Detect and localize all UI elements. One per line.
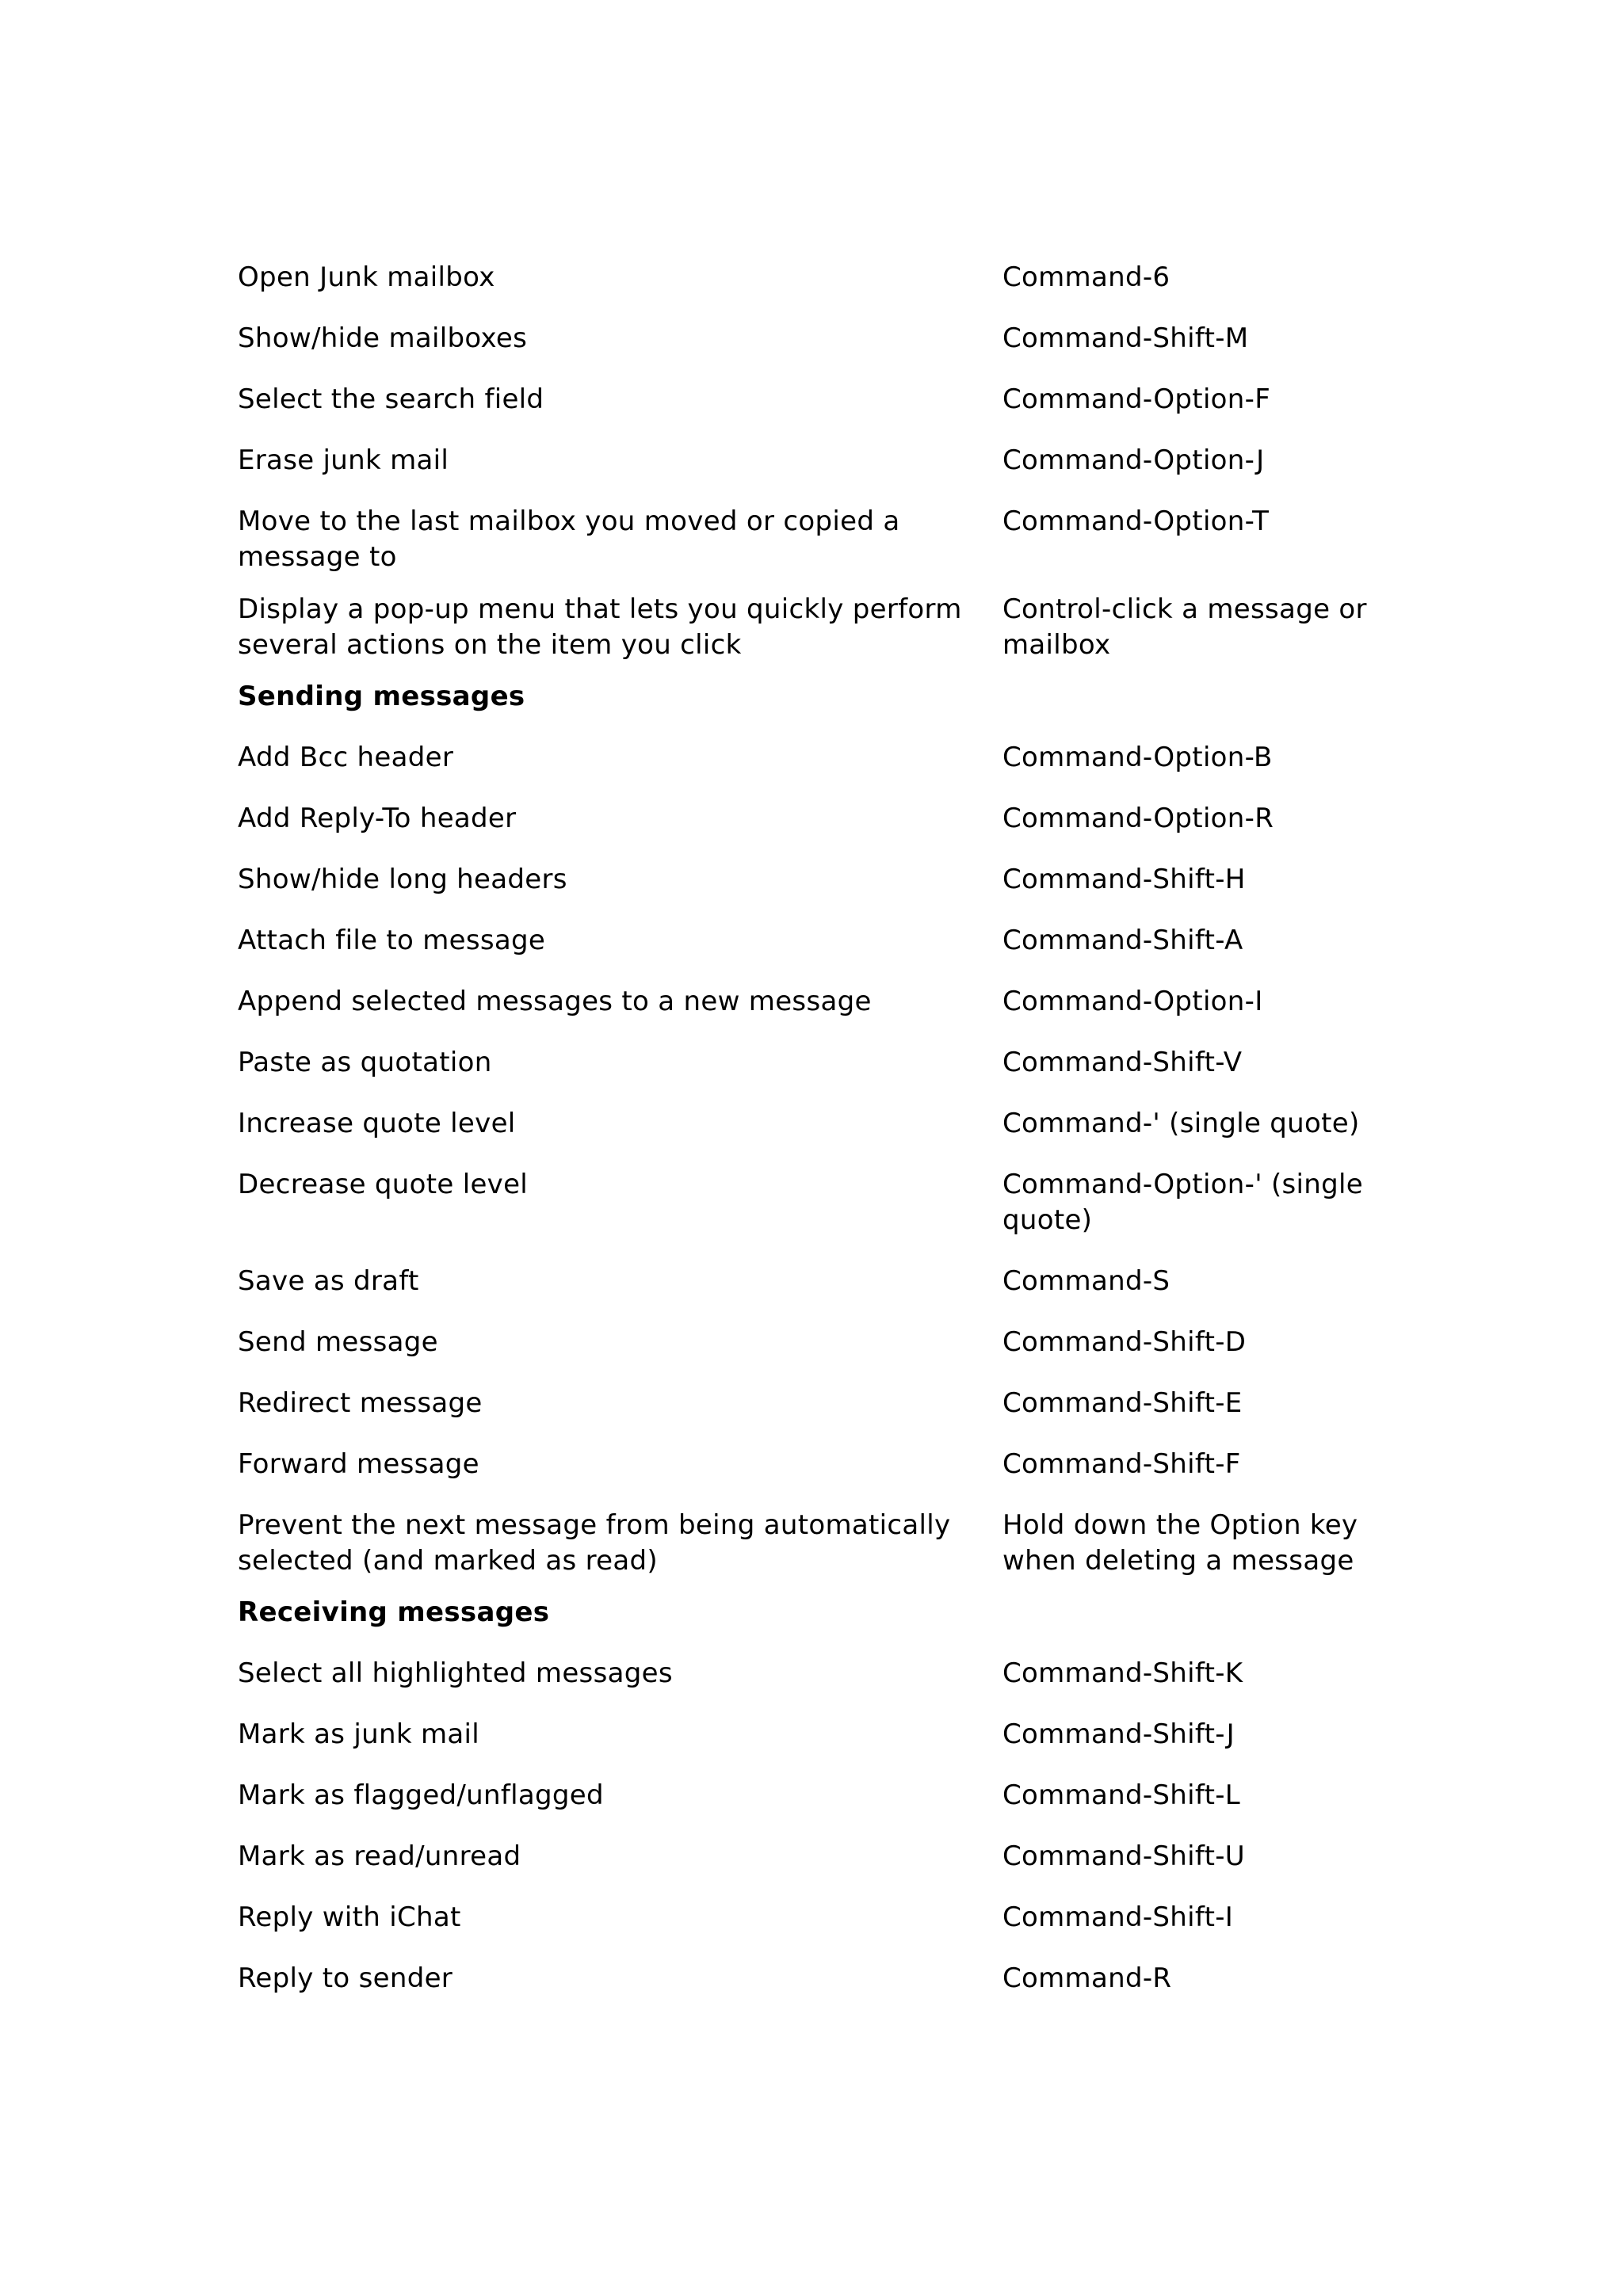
shortcut-row bbox=[238, 592, 1395, 663]
shortcut-text: Command-Shift-U bbox=[1002, 1840, 1245, 1872]
shortcut-row bbox=[238, 504, 1395, 575]
shortcut-text: Command-Shift-A bbox=[1002, 925, 1243, 956]
shortcut-row bbox=[238, 382, 1395, 418]
shortcut-text: Command-R bbox=[1002, 1962, 1172, 1994]
shortcut-text: Command-Shift-M bbox=[1002, 322, 1249, 354]
action-text: Decrease quote level bbox=[238, 1169, 529, 1200]
shortcut-row bbox=[238, 1167, 1395, 1238]
action-text: Append selected messages to a new message bbox=[238, 986, 872, 1017]
shortcut-row bbox=[238, 1839, 1395, 1875]
shortcut-row bbox=[238, 321, 1395, 357]
section-heading-sending: Sending messages bbox=[238, 681, 525, 712]
action-text: Paste as quotation bbox=[238, 1047, 492, 1078]
action-text: Erase junk mail bbox=[238, 444, 449, 476]
shortcut-text: Hold down the Option key when deleting a message bbox=[1002, 1509, 1358, 1577]
shortcut-text: Command-Option-R bbox=[1002, 803, 1274, 834]
shortcut-row bbox=[238, 1508, 1395, 1579]
shortcut-row bbox=[238, 1264, 1395, 1299]
shortcut-text: Command-Option-F bbox=[1002, 383, 1271, 415]
shortcut-row bbox=[238, 1656, 1395, 1691]
shortcut-document bbox=[238, 260, 1395, 2022]
shortcut-row bbox=[238, 1386, 1395, 1421]
action-text: Open Junk mailbox bbox=[238, 261, 495, 293]
action-text: Mark as read/unread bbox=[238, 1840, 521, 1872]
shortcut-text: Command-Option-B bbox=[1002, 742, 1273, 773]
action-text: Add Reply-To header bbox=[238, 803, 517, 834]
action-text: Mark as flagged/unflagged bbox=[238, 1779, 604, 1811]
shortcut-text: Command-Shift-L bbox=[1002, 1779, 1241, 1811]
action-text: Move to the last mailbox you moved or copied a message to bbox=[238, 505, 900, 573]
action-text: Save as draft bbox=[238, 1265, 419, 1297]
action-text: Select all highlighted messages bbox=[238, 1657, 673, 1689]
action-text: Select the search field bbox=[238, 383, 544, 415]
shortcut-row bbox=[238, 1778, 1395, 1814]
shortcut-text: Command-Option-T bbox=[1002, 505, 1270, 537]
shortcut-row bbox=[238, 1106, 1395, 1142]
action-text: Show/hide mailboxes bbox=[238, 322, 528, 354]
action-text: Redirect message bbox=[238, 1387, 483, 1419]
action-text: Add Bcc header bbox=[238, 742, 454, 773]
shortcut-row bbox=[238, 260, 1395, 296]
shortcut-row bbox=[238, 1961, 1395, 1997]
action-text: Attach file to message bbox=[238, 925, 546, 956]
shortcut-text: Command-Shift-V bbox=[1002, 1047, 1243, 1078]
shortcut-row bbox=[238, 740, 1395, 776]
shortcut-text: Command-Option-I bbox=[1002, 986, 1263, 1017]
shortcut-text: Command-Shift-I bbox=[1002, 1901, 1234, 1933]
shortcut-text: Command-Option-' (single quote) bbox=[1002, 1169, 1363, 1236]
action-text: Forward message bbox=[238, 1448, 479, 1480]
shortcut-row bbox=[238, 1717, 1395, 1753]
action-text: Prevent the next message from being automatically selected (and marked as read) bbox=[238, 1509, 951, 1577]
shortcut-text: Command-Shift-K bbox=[1002, 1657, 1243, 1689]
shortcut-text: Command-' (single quote) bbox=[1002, 1108, 1360, 1139]
shortcut-row bbox=[238, 984, 1395, 1020]
shortcut-text: Command-S bbox=[1002, 1265, 1170, 1297]
shortcut-row bbox=[238, 443, 1395, 479]
action-text: Increase quote level bbox=[238, 1108, 516, 1139]
action-text: Show/hide long headers bbox=[238, 864, 567, 895]
section-heading-receiving: Receiving messages bbox=[238, 1596, 550, 1628]
action-text: Reply with iChat bbox=[238, 1901, 461, 1933]
shortcut-text: Command-Shift-E bbox=[1002, 1387, 1243, 1419]
action-text: Reply to sender bbox=[238, 1962, 453, 1994]
shortcut-text: Control-click a message or mailbox bbox=[1002, 593, 1367, 661]
shortcut-text: Command-6 bbox=[1002, 261, 1170, 293]
shortcut-row bbox=[238, 923, 1395, 959]
action-text: Mark as junk mail bbox=[238, 1718, 479, 1750]
shortcut-row bbox=[238, 1045, 1395, 1081]
shortcut-text: Command-Shift-J bbox=[1002, 1718, 1235, 1750]
shortcut-row bbox=[238, 1900, 1395, 1936]
shortcut-text: Command-Shift-D bbox=[1002, 1326, 1247, 1358]
action-text: Send message bbox=[238, 1326, 438, 1358]
shortcut-text: Command-Shift-F bbox=[1002, 1448, 1241, 1480]
shortcut-row bbox=[238, 1447, 1395, 1482]
shortcut-text: Command-Option-J bbox=[1002, 444, 1265, 476]
shortcut-row bbox=[238, 1325, 1395, 1360]
shortcut-row bbox=[238, 862, 1395, 898]
shortcut-text: Command-Shift-H bbox=[1002, 864, 1246, 895]
shortcut-row bbox=[238, 801, 1395, 837]
action-text: Display a pop-up menu that lets you quickly perform several actions on the item you click bbox=[238, 593, 962, 661]
